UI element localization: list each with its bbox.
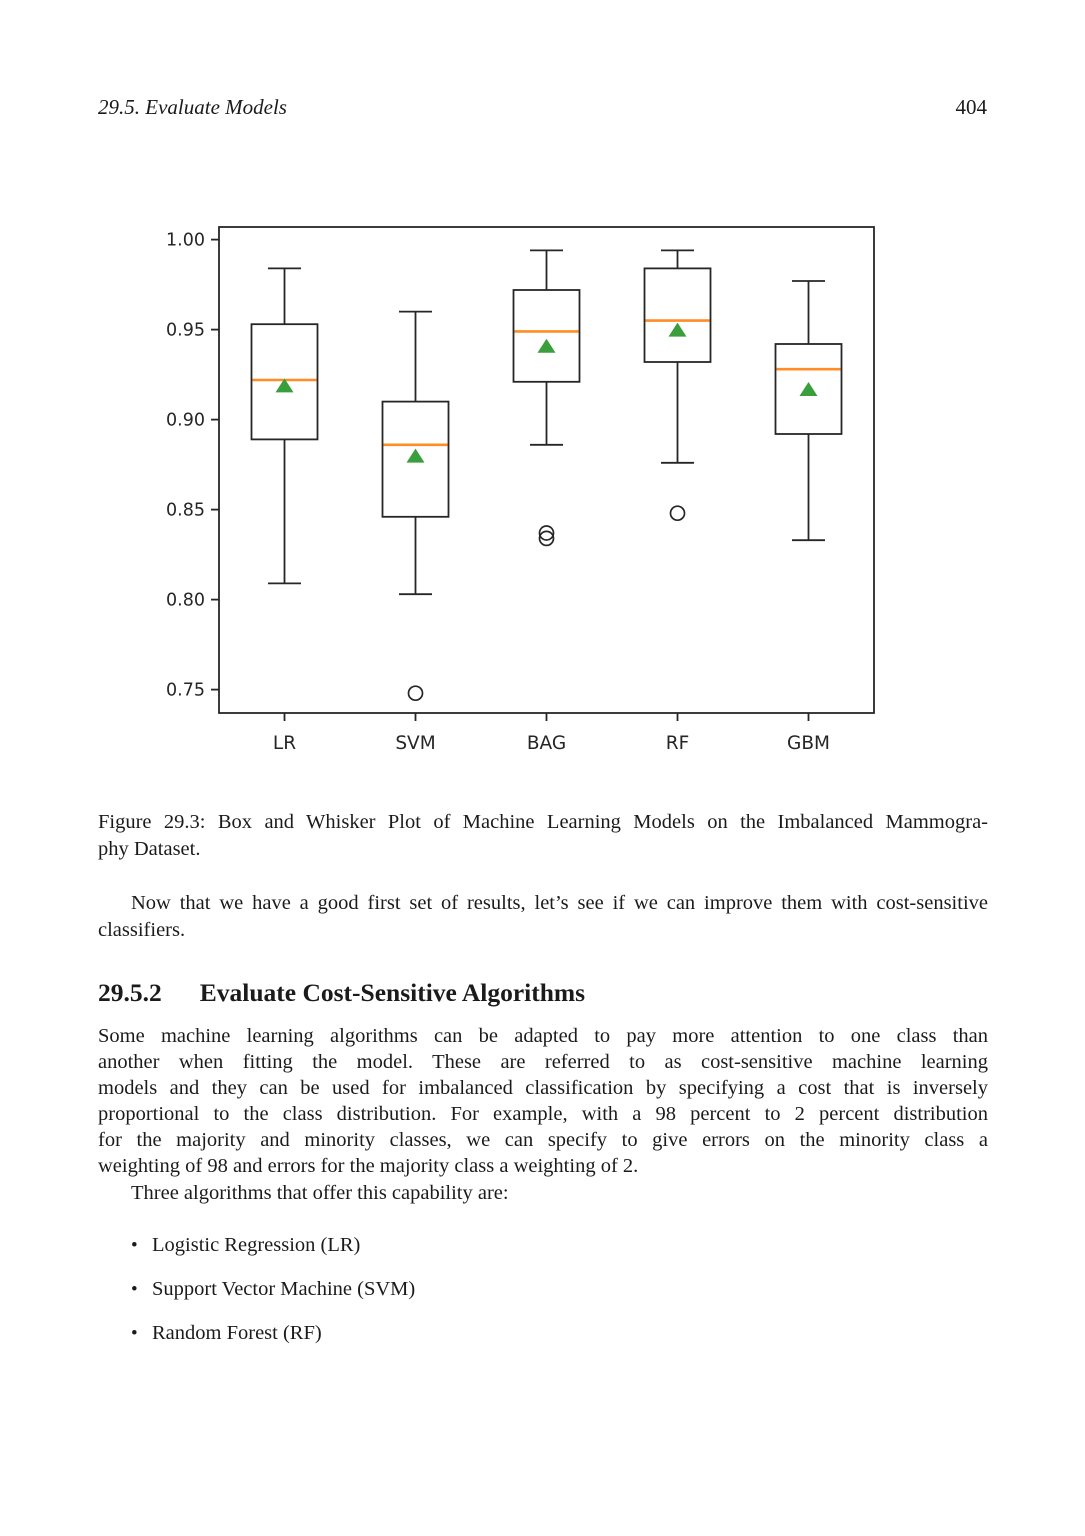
y-tick-label: 0.80 bbox=[166, 590, 205, 611]
figure-caption bbox=[98, 809, 988, 863]
text-line: proportional to the class distribution. For example, with a 98 percent to 2 percent distribution bbox=[98, 1103, 988, 1125]
section-heading bbox=[98, 977, 988, 1009]
x-tick-label: LR bbox=[272, 733, 297, 754]
page-number: 404 bbox=[955, 95, 987, 119]
outlier-circle-icon bbox=[671, 506, 685, 520]
y-tick-label: 0.95 bbox=[166, 320, 205, 341]
list-item bbox=[131, 1232, 971, 1259]
y-tick-label: 0.85 bbox=[166, 500, 205, 521]
page-header bbox=[98, 95, 987, 121]
bullet-icon: • bbox=[131, 1323, 138, 1344]
text-line: another when fitting the model. These are referred to as cost-sensitive machine learning bbox=[98, 1051, 988, 1073]
list-item-label: Support Vector Machine (SVM) bbox=[152, 1278, 416, 1300]
list-item-label: Random Forest (RF) bbox=[152, 1322, 322, 1344]
x-tick-label: GBM bbox=[787, 733, 830, 754]
x-tick-label: RF bbox=[665, 733, 690, 754]
text-line: for the majority and minority classes, we can specify to give errors on the minority class a bbox=[98, 1129, 988, 1151]
algorithm-list bbox=[131, 1232, 971, 1364]
intro-paragraph bbox=[98, 890, 988, 944]
outlier-circle-icon bbox=[409, 686, 423, 700]
text-line: Now that we have a good first set of results, let’s see if we can improve them with cost-sensitive bbox=[131, 892, 988, 914]
bullet-icon: • bbox=[131, 1235, 138, 1256]
body-paragraph bbox=[98, 1023, 988, 1179]
x-tick-label: SVM bbox=[395, 733, 436, 754]
iqr-box bbox=[645, 268, 711, 362]
section-number: 29.5.2 bbox=[98, 978, 162, 1007]
y-tick-label: 1.00 bbox=[166, 230, 205, 251]
bullet-icon: • bbox=[131, 1279, 138, 1300]
y-tick-label: 0.90 bbox=[166, 410, 205, 431]
text-line: models and they can be used for imbalanced classification by specifying a cost that is inversely bbox=[98, 1077, 988, 1099]
list-item bbox=[131, 1276, 971, 1303]
text-line: Figure 29.3: Box and Whisker Plot of Machine Learning Models on the Imbalanced Mammogra- bbox=[98, 811, 988, 833]
three-algorithms-line: Three algorithms that offer this capability are: bbox=[131, 1182, 509, 1204]
figure-29-3 bbox=[150, 215, 910, 775]
section-title: Evaluate Cost-Sensitive Algorithms bbox=[199, 978, 586, 1007]
x-tick-label: BAG bbox=[526, 733, 567, 754]
text-line: classifiers. bbox=[98, 919, 186, 941]
list-item-label: Logistic Regression (LR) bbox=[152, 1234, 361, 1256]
list-item bbox=[131, 1320, 971, 1347]
text-line: weighting of 98 and errors for the majority class a weighting of 2. bbox=[98, 1155, 639, 1177]
y-tick-label: 0.75 bbox=[166, 680, 205, 701]
text-line: Some machine learning algorithms can be adapted to pay more attention to one class than bbox=[98, 1025, 988, 1047]
running-head: 29.5. Evaluate Models bbox=[98, 95, 287, 119]
box-whisker-plot bbox=[150, 215, 910, 775]
text-line: phy Dataset. bbox=[98, 838, 201, 860]
iqr-box bbox=[514, 290, 580, 382]
